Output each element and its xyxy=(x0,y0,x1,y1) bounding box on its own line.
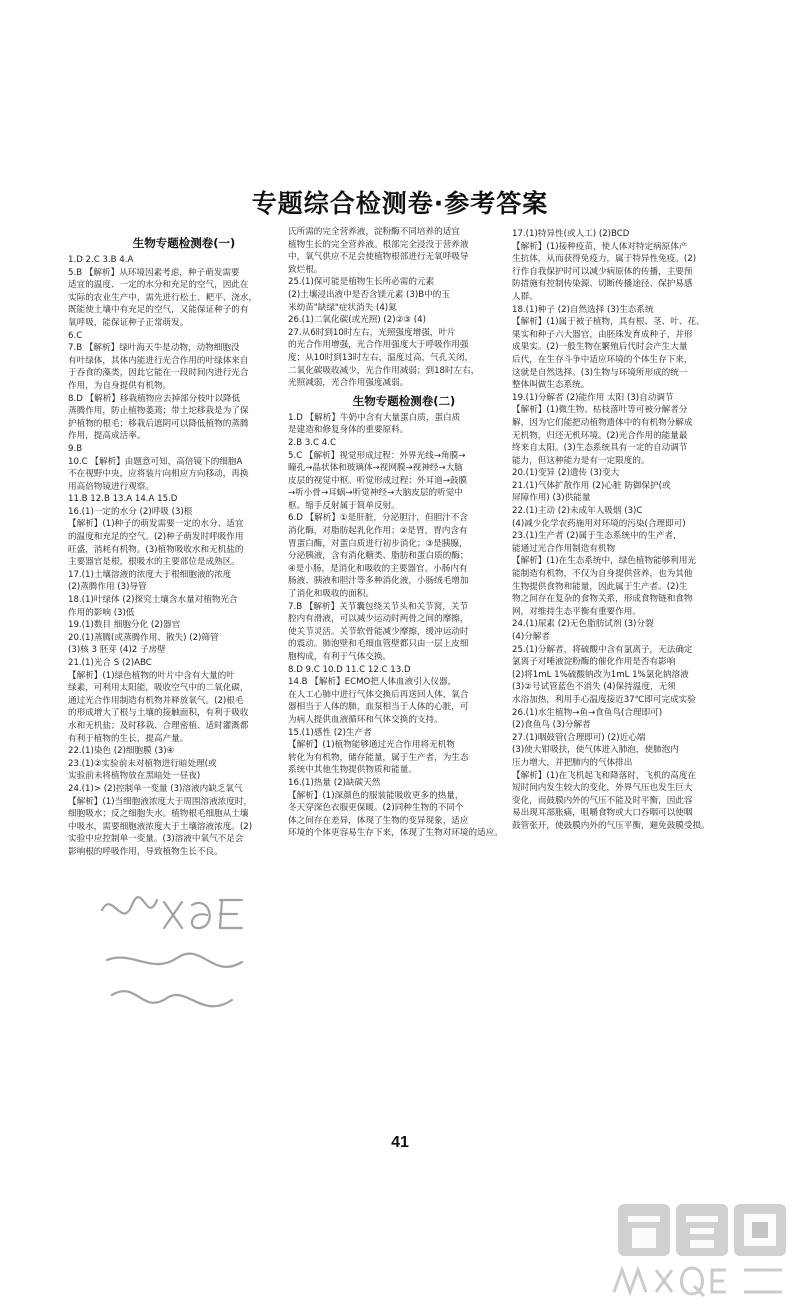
answer-line: 胃蛋白酶，对蛋白质进行初步消化；③是胰腺， xyxy=(288,538,468,549)
answer-line: 生抗体，从而获得免疫力，属于特异性免疫。(2) xyxy=(512,254,697,265)
answer-line: 压力增大，并把肺内的气体排出 xyxy=(512,757,633,768)
page-title: 专题综合检测卷·参考答案 xyxy=(251,189,549,218)
answer-line: 能通过光合作用制造有机物 xyxy=(512,543,616,554)
answer-line: 【解析】(1)植物能够通过光合作用将无机物 xyxy=(288,740,455,751)
answer-line: 这就是自然选择。(3)生物与环境所形成的统一 xyxy=(512,367,688,378)
answer-line: 中吸水，需要细胞液浓度大于土壤溶液浓度。(2) xyxy=(68,821,253,832)
answer-line: 有叶绿体，其体内能进行光合作用的叶绿体来自 xyxy=(68,355,249,366)
answer-line: 枢。缩手反射属于简单反射。 xyxy=(288,500,400,511)
answer-line: 16.(1)热量 (2)缺碳天然 xyxy=(288,777,381,788)
answer-line: 17.(1)特异性(或人工) (2)BCD xyxy=(512,229,630,239)
answer-line: (2)土壤浸出液中是否含镁元素 (3)B中的玉 xyxy=(288,289,450,300)
answer-line: 护植物的根毛；移栽后遮阴可以降低植物的蒸腾 xyxy=(68,418,249,429)
answer-line: 适宜的温度、一定的水分和充足的空气，因此在 xyxy=(68,280,249,291)
answer-line: 环境的个体更容易生存下来，体现了生物对环境的适应。 xyxy=(288,828,503,839)
answer-line: 光照减弱，光合作用强度减弱。 xyxy=(288,378,409,389)
answer-line: (4)减少化学农药施用对环境的污染(合理即可) xyxy=(512,518,686,529)
answer-line: 后代，在生存斗争中适应环境的个体生存下来， xyxy=(512,354,693,365)
answer-line: 有利于植物的生长，提高产量。 xyxy=(68,733,189,744)
answer-line: 作用，提高成活率。 xyxy=(68,431,146,442)
answer-line: 27.(1)咽鼓管(合理即可) (2)近心端 xyxy=(512,732,646,743)
answer-line: 解，因为它们能把动植物遗体中的有机物分解成 xyxy=(512,417,693,428)
answer-line: 7.B 【解析】绿叶海天牛是动物，动物细胞没 xyxy=(68,343,240,354)
answer-line: 水和无机盐；及时移栽、合理密植、适时灌溉都 xyxy=(68,720,249,731)
answer-line: 不在视野中央，应将装片向相应方向移动，再换 xyxy=(68,469,249,480)
answer-line: 器相当于人体的肺，血泵相当于人体的心脏，可 xyxy=(288,702,469,713)
answer-line: 11.B 12.B 13.A 14.A 15.D xyxy=(68,494,178,505)
answer-line: 10.C 【解析】由题意可知，高倍镜下的细胞A xyxy=(68,456,243,467)
answer-line: 的光合作用增强，光合作用强度大于呼吸作用强 xyxy=(288,340,469,351)
answer-line: 转化为有机物，储存能量，属于生产者，为生态 xyxy=(288,752,469,763)
answer-line: 26.(1)二氧化碳(或光照) (2)②③ (4) xyxy=(288,315,426,326)
answer-line: 用高倍物镜进行观察。 xyxy=(68,481,154,492)
answer-line: 氏所需的完全营养液，淀粉酶不同培养的适宜 xyxy=(288,227,460,237)
answer-line: 6.C xyxy=(68,330,83,341)
answer-line: 腔内有滑液，可以减少运动时两骨之间的摩擦， xyxy=(288,614,469,625)
answer-line: 行作自我保护时可以减少病原体的传播，主要预 xyxy=(512,266,693,277)
answer-line: 短时间内发生较大的变化，外界气压也发生巨大 xyxy=(512,783,693,794)
answer-line: 20.(1)变异 (2)遗传 (3)变大 xyxy=(512,468,620,479)
answer-line: 实际的农业生产中，需先进行松土、耙平、浇水， xyxy=(68,292,258,303)
answer-line: 二氧化碳吸收减少，光合作用减弱；到18时左右， xyxy=(288,365,480,376)
answer-line: 植物生长的完全营养液。根部完全浸没于营养液 xyxy=(288,239,469,250)
answer-line: 整体叫做生态系统。 xyxy=(512,380,590,391)
answer-line: 终来自太阳。(3)生态系统具有一定的自动调节 xyxy=(512,443,688,454)
answer-line: 通过光合作用制造有机物并释放氧气。(2)根毛 xyxy=(68,695,244,706)
answer-line: 胞构成，有利于气体交换。 xyxy=(288,652,392,662)
answer-line: 23.(1)②实验前未对植物进行暗处理(或 xyxy=(68,758,217,769)
answer-line: 在人工心肺中进行气体交换后再送回人体，氧合 xyxy=(288,689,469,700)
answer-line: 【解析】(1)深颜色的服装能吸收更多的热量， xyxy=(288,790,464,801)
column-right xyxy=(512,228,744,1138)
answer-line: 肠液、胰液和胆汁等多种消化液，小肠绒毛增加 xyxy=(288,576,469,587)
answer-line: 于吞食的藻类，因此它能在一段时间内进行光合 xyxy=(68,368,249,379)
answer-line: 16.(1)一定的水分 (2)呼吸 (3)根 xyxy=(68,506,193,517)
answer-line: 人群。 xyxy=(512,291,538,302)
answer-line: 17.(1)土壤溶液的浓度大于根细胞液的浓度 xyxy=(68,569,232,580)
answer-line: 分泌胰液，含有消化糖类、脂肪和蛋白质的酶； xyxy=(288,551,469,562)
answer-line: 瞳孔→晶状体和玻璃体→视网膜→视神经→大脑 xyxy=(288,463,463,474)
answer-line: 18.(1)叶绿体 (2)探究土壤含水量对植物光合 xyxy=(68,595,238,606)
answer-line: 生物提供食物和能量，因此属于生产者。(2)生 xyxy=(512,581,688,592)
answer-line: 26.(1)水生植物→鱼→食鱼鸟(合理即可) xyxy=(512,707,663,718)
answer-line: (3)②号试管蓝色不消失 (4)保持温度，无须 xyxy=(512,682,676,693)
answer-line: 的形成增大了根与土壤的接触面积，有利于吸收 xyxy=(68,708,249,719)
answer-line: 果实和种子六大器官，由胚珠发育成种子，并形 xyxy=(512,329,693,340)
answer-line: (2)蒸腾作用 (3)导管 xyxy=(68,582,147,593)
answer-line: 20.(1)蒸腾(或蒸腾作用、散失) (2)筛管 xyxy=(68,632,219,643)
answer-line: 8.D 9.C 10.D 11.C 12.C 13.D xyxy=(288,664,411,675)
answer-line: 氧呼吸，能保证种子正常萌发。 xyxy=(68,317,189,328)
answer-line: 成果实。(2)一般生物在繁殖后代时会产生大量 xyxy=(512,342,688,353)
answer-line: 能力，但这种能力是有一定限度的。 xyxy=(512,455,650,466)
answer-line: ④是小肠，是消化和吸收的主要器官。小肠内有 xyxy=(288,563,468,574)
answer-line: 屏障作用) (3)供能量 xyxy=(512,493,591,504)
answer-line: 【解析】(1)绿色植物的叶片中含有大量的叶 xyxy=(68,670,235,681)
answer-line: 冬天穿深色衣服更保暖。(2)同种生物的不同个 xyxy=(288,803,464,814)
answer-line: 【解析】(1)在飞机起飞和降落时，飞机的高度在 xyxy=(512,770,697,781)
answer-line: 实验前未将植物放在黑暗处一昼夜) xyxy=(68,771,201,782)
answer-line: 15.(1)感性 (2)生产者 xyxy=(288,727,372,738)
answer-line: 物之间存在复杂的食物关系，形成食物链和食物 xyxy=(512,594,693,605)
answer-line: 旺盛，消耗有机物。(3)植物吸收水和无机盐的 xyxy=(68,544,244,555)
answer-line: 22.(1)主动 (2)未成年人吸烟 (3)C xyxy=(512,506,643,517)
answer-line: 易出现耳部胀痛，咀嚼食物或大口吞咽可以使咽 xyxy=(512,808,693,819)
answer-line: 防措施有控制传染源、切断传播途径、保护易感 xyxy=(512,279,693,290)
answer-line: 体之间存在差异，体现了生物的变异现象，适应 xyxy=(288,815,469,826)
answer-line: 的温度和充足的空气。(2)种子萌发时呼吸作用 xyxy=(68,532,244,543)
answer-line: 7.B 【解析】关节囊包绕关节头和关节窝，关节 xyxy=(288,601,469,612)
answer-line: 1.D 【解析】牛奶中含有大量蛋白质，蛋白质 xyxy=(288,412,461,423)
answer-line: 【解析】(1)在生态系统中，绿色植物能够利用光 xyxy=(512,556,697,567)
column-middle xyxy=(288,226,520,1136)
answer-line: 既能使土壤中有充足的空气，又能保证种子的有 xyxy=(68,305,249,316)
column-left xyxy=(68,232,300,1142)
answer-line: 影响根的呼吸作用，导致植物生长不良。 xyxy=(68,846,223,857)
answer-line: 中，氧气供应不足会使植物根部进行无氧呼吸导 xyxy=(288,252,469,263)
section-heading: 生物专题检测卷(二) xyxy=(352,393,456,408)
answer-line: 鼓管张开，使鼓膜内外的气压平衡，避免鼓膜受损。 xyxy=(512,820,710,831)
answer-line: 细胞吸水；反之细胞失水。植物根毛细胞从土壤 xyxy=(68,809,249,820)
answer-line: 23.(1)生产者 (2)属于生态系统中的生产者， xyxy=(512,531,682,542)
answer-line: 19.(1)数目 细胞分化 (2)器官 xyxy=(68,620,181,631)
answer-line: 无机物，归还无机环境。(2)光合作用的能量最 xyxy=(512,430,688,441)
answer-line: 度；从10时到13时左右，温度过高，气孔关闭， xyxy=(288,352,474,363)
answer-line: 皮层的视觉中枢。听觉形成过程：外耳道→鼓膜 xyxy=(288,475,468,486)
answer-line: 米幼苗"缺绿"症状消失 (4)氮 xyxy=(288,302,397,313)
answer-line: 【解析】(1)微生物、枯枝落叶等可被分解者分 xyxy=(512,405,688,416)
answer-line: (2)食鱼鸟 (3)分解者 xyxy=(512,720,591,731)
answer-line: 消化酶，对脂肪起乳化作用；②是胃，胃内含有 xyxy=(288,526,468,537)
answer-line: 氯离子对唾液淀粉酶的催化作用是否有影响 xyxy=(512,657,676,668)
section-heading: 生物专题检测卷(一) xyxy=(132,236,236,250)
answer-line: 的震动。肺泡壁和毛细血管壁都只由一层上皮细 xyxy=(288,639,469,650)
answer-line: 14.B 【解析】ECMO把人体血液引入仪器， xyxy=(288,677,457,688)
answer-line: 22.(1)染色 (2)细胞膜 (3)④ xyxy=(68,746,175,757)
answer-line: 使关节灵活。关节软骨能减少摩擦，缓冲运动时 xyxy=(288,626,469,637)
answer-line: 25.(1)保可能是植物生长所必需的元素 xyxy=(288,277,435,288)
answer-line: (3)使大钳吸扶，使气体进入肺泡，使肺泡内 xyxy=(512,745,679,756)
answer-line: 能制造有机物，不仅为自身提供营养，也为其他 xyxy=(512,569,693,580)
answer-line: 主要器官是根，根吸水的主要部位是成熟区。 xyxy=(68,557,240,568)
answer-line: 25.(1)分解者，将硫酸中含有氯离子，无法确定 xyxy=(512,644,693,655)
answer-line: 21.(1)光合 S (2)ABC xyxy=(68,658,152,668)
answer-line: 24.(1)> (2)控制单一变量 (3)溶液内缺乏氧气 xyxy=(68,783,243,794)
answer-line: (3)核 3 胚芽 (4)2 子房壁 xyxy=(68,645,166,656)
site-logo-watermark xyxy=(604,1196,800,1304)
answer-line: 1.D 2.C 3.B 4.A xyxy=(68,255,134,265)
answer-line: 5.C 【解析】视觉形成过程：外界光线→角膜→ xyxy=(288,450,466,461)
answer-line: 18.(1)种子 (2)自然选择 (3)生态系统 xyxy=(512,304,654,315)
answer-line: (2)将1mL 1%硫酸钠改为1mL 1%氯化钠溶液 xyxy=(512,669,689,680)
answer-line: 作用的影响 (3)低 xyxy=(68,607,135,618)
answer-line: 5.B 【解析】从环境因素考虑，种子萌发需要 xyxy=(68,267,240,278)
answer-line: 系统中其他生物提供物质和能量。 xyxy=(288,765,417,776)
answer-line: 2.B 3.C 4.C xyxy=(288,437,336,448)
answer-line: 9.B xyxy=(68,443,83,454)
answer-line: 实验中应控制单一变量。(3)溶液中氧气不足会 xyxy=(68,834,244,845)
answer-line: 19.(1)分解者 (2)能作用 太阳 (3)自动调节 xyxy=(512,392,674,403)
answer-line: 【解析】(1)接种疫苗，使人体对特定病原体产 xyxy=(512,241,688,252)
answer-line: 水浴加热，利用手心温度接近37℃即可完成实验 xyxy=(512,694,696,705)
answer-line: 21.(1)气体扩散作用 (2)心脏 防御保护(或 xyxy=(512,480,671,491)
answer-line: 了消化和吸收的面积。 xyxy=(288,589,374,600)
answer-line: 是建造和修复身体的重要原料。 xyxy=(288,425,409,436)
answer-line: 27.从6时到10时左右，光照强度增强，叶片 xyxy=(288,327,456,338)
answer-line: 【解析】(1)当细胞液浓度大于周围溶液浓度时， xyxy=(68,796,253,807)
answer-line: 为病人提供血液循环和气体交换的支持。 xyxy=(288,714,443,725)
page-number: 41 xyxy=(391,1134,409,1151)
answer-line: 绿素，可利用太阳能，吸收空气中的二氧化碳， xyxy=(68,683,249,694)
answer-line: 【解析】(1)种子的萌发需要一定的水分、适宜 xyxy=(68,519,244,530)
answer-line: 致烂根。 xyxy=(288,264,323,275)
answer-line: 【解析】(1)属于被子植物，具有根、茎、叶、花、 xyxy=(512,317,705,328)
answer-line: 作用，为自身提供有机物。 xyxy=(68,380,172,391)
answer-line: 蒸腾作用，防止植物萎蔫；带土坨移栽是为了保 xyxy=(68,406,249,417)
answer-line: 24.(1)尿素 (2)无色脂肪试剂 (3)分裂 xyxy=(512,619,654,630)
answer-line: 8.D 【解析】移栽植物应去掉部分枝叶以降低 xyxy=(68,393,241,404)
answer-line: →听小骨→耳蜗→听觉神经→大脑皮层的听觉中 xyxy=(288,488,463,499)
answer-line: 变化，而鼓膜内外的气压不能及时平衡，因此容 xyxy=(512,795,693,806)
answer-line: 6.D 【解析】①是肝脏，分泌胆汁，但胆汁不含 xyxy=(288,513,468,524)
answer-line: (4)分解者 xyxy=(512,632,550,642)
answer-line: 网，对维持生态平衡有重要作用。 xyxy=(512,606,641,617)
